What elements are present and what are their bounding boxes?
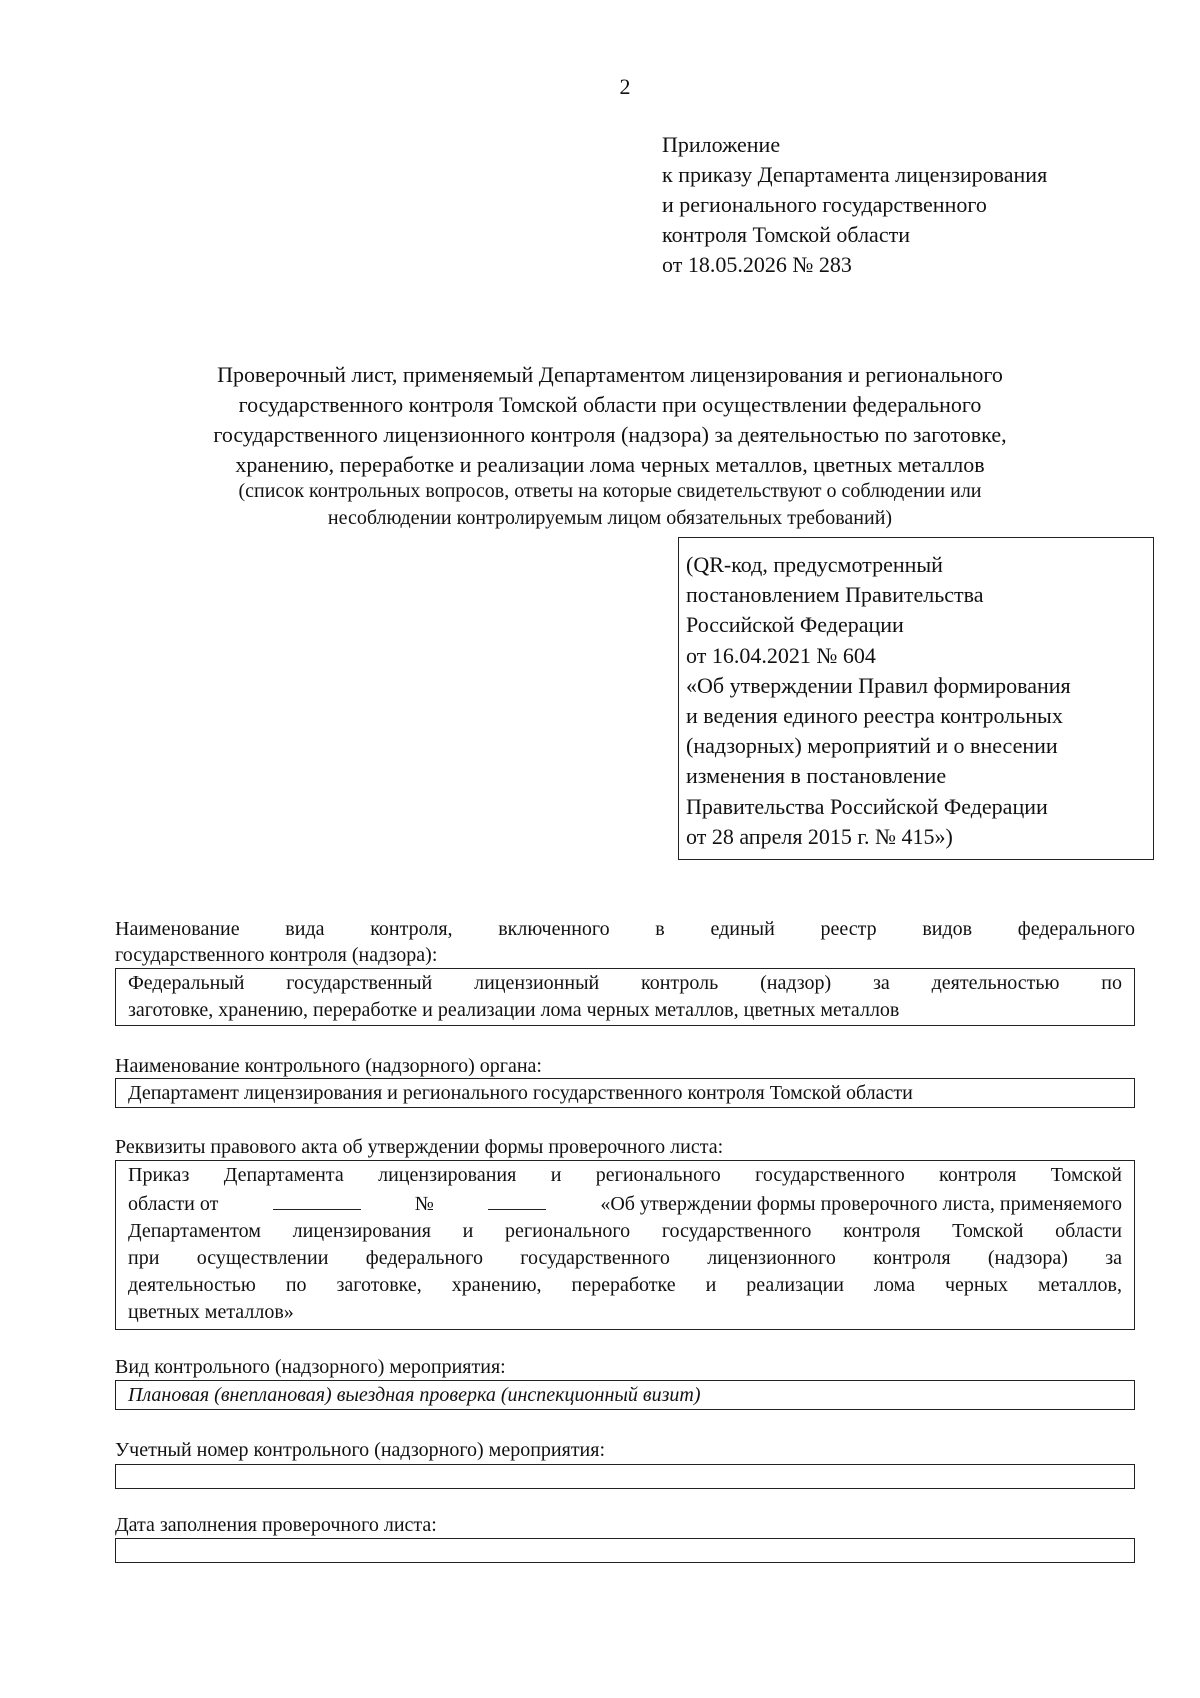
appendix-line: к приказу Департамента лицензирования (662, 162, 1048, 187)
legal-act-line2-suffix: «Об утверждении формы проверочного листа, применяемого (600, 1193, 1122, 1215)
title-line: государственного лицензионного контроля (надзора) за деятельностью по заготовке, (213, 422, 1007, 447)
qr-box-line: и ведения единого реестра контрольных (686, 703, 1063, 729)
appendix-header (662, 130, 1047, 280)
subtitle-line: (список контрольных вопросов, ответы на которые свидетельствуют о соблюдении или (238, 480, 982, 502)
date-blank[interactable] (273, 1189, 361, 1210)
authority-label: Наименование контрольного (надзорного) органа: (115, 1055, 542, 1077)
subtitle-line: несоблюдении контролируемым лицом обязательных требований) (327, 507, 893, 529)
title-line: Проверочный лист, применяемый Департаментом лицензирования и регионального (217, 362, 1003, 387)
qr-box-line: (QR-код, предусмотренный (686, 552, 943, 577)
authority-value: Департамент лицензирования и регионального государственного контроля Томской области (128, 1082, 913, 1104)
control-type-label-line: государственного контроля (надзора): (115, 944, 438, 966)
control-type-value-line: Федеральный государственный лицензионный контроль (надзор) за деятельностью по (128, 972, 1122, 994)
document-title (110, 360, 1110, 480)
control-type-field[interactable] (115, 968, 1135, 1026)
qr-code-placeholder-box (678, 537, 1154, 860)
qr-box-line: от 28 апреля 2015 г. № 415») (686, 823, 953, 849)
control-type-label-line: Наименование вида контроля, включенного в единый реестр видов федерального (115, 918, 1135, 940)
legal-act-line2-prefix: области от (128, 1193, 219, 1215)
legal-act-line: цветных металлов» (128, 1301, 294, 1323)
qr-box-line: «Об утверждении Правил формирования (686, 672, 1071, 698)
number-blank[interactable] (488, 1189, 546, 1210)
fill-date-field[interactable] (115, 1538, 1135, 1563)
legal-act-line: Приказ Департамента лицензирования и регионального государственного контроля Томской (128, 1164, 1122, 1186)
appendix-line: от 18.05.2026 № 283 (662, 252, 852, 277)
event-type-label: Вид контрольного (надзорного) мероприятия: (115, 1356, 506, 1378)
document-subtitle (110, 478, 1110, 532)
authority-field[interactable] (115, 1078, 1135, 1108)
qr-box-line: постановлением Правительства (686, 582, 984, 608)
legal-act-line-with-blanks (128, 1189, 1122, 1218)
legal-act-field[interactable] (115, 1160, 1135, 1330)
legal-act-line: при осуществлении федерального государственного лицензионного контроля (надзора) за (128, 1247, 1122, 1269)
number-sign: № (414, 1193, 434, 1215)
legal-act-label: Реквизиты правового акта об утверждении формы проверочного листа: (115, 1136, 724, 1158)
page-number: 2 (619, 74, 631, 99)
control-type-value-line: заготовке, хранению, переработке и реализации лома черных металлов, цветных металлов (128, 999, 900, 1021)
legal-act-line: деятельностью по заготовке, хранению, переработке и реализации лома черных металлов, (128, 1274, 1122, 1296)
registration-number-label: Учетный номер контрольного (надзорного) мероприятия: (115, 1439, 606, 1461)
legal-act-line: Департаментом лицензирования и регионального государственного контроля Томской области (128, 1220, 1122, 1242)
event-type-value: Плановая (внеплановая) выездная проверка (инспекционный визит) (128, 1384, 701, 1406)
appendix-line: и регионального государственного (662, 192, 987, 217)
registration-number-field[interactable] (115, 1464, 1135, 1489)
qr-box-line: (надзорных) мероприятий и о внесении (686, 733, 1058, 759)
qr-box-line: изменения в постановление (686, 763, 947, 789)
appendix-line: контроля Томской области (662, 222, 910, 247)
control-type-label (115, 916, 1135, 968)
fill-date-label: Дата заполнения проверочного листа: (115, 1514, 437, 1536)
event-type-field[interactable] (115, 1380, 1135, 1410)
qr-box-line: Правительства Российской Федерации (686, 793, 1048, 819)
qr-box-line: от 16.04.2021 № 604 (686, 642, 876, 668)
qr-box-line: Российской Федерации (686, 612, 904, 638)
appendix-line: Приложение (662, 132, 781, 157)
title-line: государственного контроля Томской области при осуществлении федерального (238, 392, 982, 417)
title-line: хранению, переработке и реализации лома черных металлов, цветных металлов (235, 452, 985, 477)
